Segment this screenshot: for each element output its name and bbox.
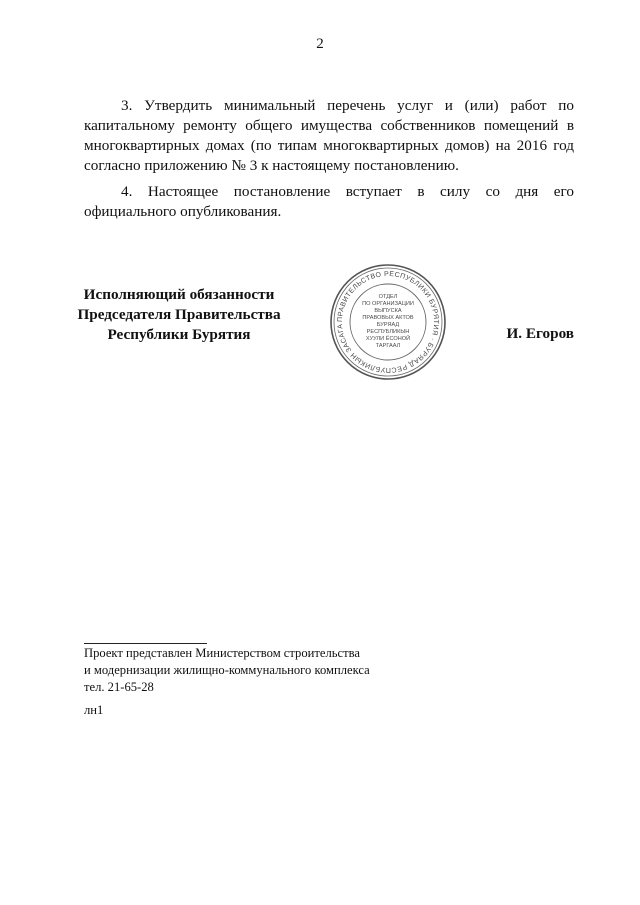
- footnote-phone: тел. 21-65-28: [84, 680, 154, 694]
- page-number: 2: [316, 36, 324, 52]
- signatory-position: [74, 285, 284, 345]
- footnote-line: Проект представлен Министерством строительства: [84, 646, 360, 660]
- seal-center-line: ВЫПУСКА: [374, 308, 402, 314]
- seal-outer-text: ПРАВИТЕЛЬСТВО РЕСПУБЛИКИ БУРЯТИЯ · БУРЯАД РЕСПУБЛИКЫН ЗАСАГА: [336, 270, 440, 374]
- seal-center-line: РЕСПУБЛИКЫН: [366, 329, 410, 335]
- paragraph-item-4: [84, 182, 574, 222]
- paragraph-text: 3. Утвердить минимальный перечень услуг и (или) работ по капитальному ремонту общего имущества собственников помещений в многоквартирных домах (по типам многоквартирных домов) на 2016 год согласно приложению № 3 к настоящему постановлению.: [84, 97, 574, 174]
- seal-graphic: [328, 262, 448, 382]
- document-code: лн1: [84, 703, 104, 717]
- footnote-line: и модернизации жилищно-коммунального комплекса: [84, 663, 370, 677]
- paragraph-item-3: [84, 96, 574, 176]
- seal-center-line: ТАРГААЛ: [375, 343, 401, 349]
- seal-center-line: ПО ОРГАНИЗАЦИИ: [362, 301, 414, 307]
- footnote-divider: [84, 643, 207, 644]
- signatory-position-line: Республики Бурятия: [107, 326, 251, 343]
- seal-center-line: БУРЯАД: [376, 322, 400, 328]
- signatory-position-line: Председателя Правительства: [77, 306, 281, 323]
- footnote-block: [84, 645, 370, 696]
- seal-center-line: ПРАВОВЫХ АКТОВ: [362, 315, 414, 321]
- signatory-position-line: Исполняющий обязанности: [83, 286, 275, 303]
- seal-center-line: ОТДЕЛ: [378, 294, 398, 300]
- signatory-name: И. Егоров: [506, 325, 574, 342]
- paragraph-text: 4. Настоящее постановление вступает в силу со дня его официального опубликования.: [84, 183, 574, 220]
- seal-center-line: ХУУЛИ ЁСОНОЙ: [365, 336, 411, 342]
- official-seal-stamp: [328, 262, 448, 382]
